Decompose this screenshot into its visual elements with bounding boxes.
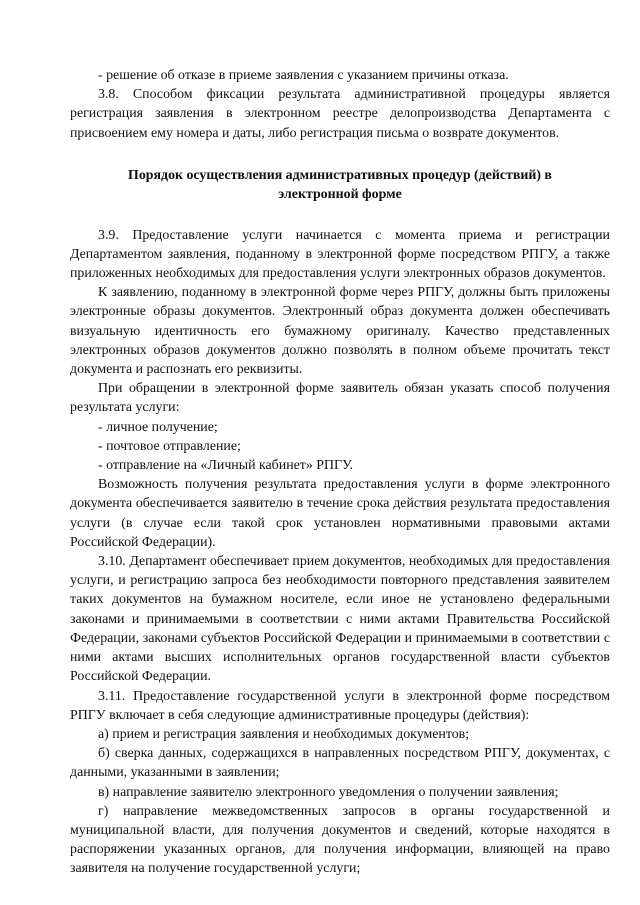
paragraph-3-9: 3.9. Предоставление услуги начинается с момента приема и регистрации Департаментом заявления, поданному в электронной форме посредством РПГУ, а также приложенных необходимых для предоставления услуги электронных образов документов. xyxy=(70,227,610,282)
section-heading xyxy=(70,166,610,205)
paragraph-electronic-images: К заявлению, поданному в электронной форме через РПГУ, должны быть приложены электронные образы документов. Электронный образ документа должен обеспечивать визуальную идентичность его бумажному оригиналу. Качество представленных электронных образов документов должно позволять в полном объеме прочитать текст документа и распознать его реквизиты. xyxy=(70,285,610,378)
list-item-a: а) прием и регистрация заявления и необходимых документов; xyxy=(98,726,470,742)
paragraph-3-10: 3.10. Департамент обеспечивает прием документов, необходимых для предоставления услуги, и регистрацию запроса без необходимости повторного представления заявителем таких документов на бумажном носителе, если иное не установлено федеральными законами и принимаемыми в соответствии с ними актами Правительства Российской Федерации, законами субъектов Российской Федерации и принимаемыми в соответствии с ними актами высших исполнительных органов государственной власти субъектов Российской Федерации. xyxy=(70,554,610,685)
list-item-postal: - почтовое отправление; xyxy=(98,438,241,454)
list-item-g: г) направление межведомственных запросов в органы государственной и муниципальной власти, для получения документов и сведений, которые находятся в распоряжении указанных органов, для получения информации, влияющей на право заявителя на получение государственной услуги; xyxy=(70,803,610,877)
paragraph-3-8: 3.8. Способом фиксации результата административной процедуры является регистрация заявления в электронном реестре делопроизводства Департамента с присвоением ему номера и даты, либо регистрация письма о возврате документов. xyxy=(70,87,610,141)
section-heading-line-2: электронной форме xyxy=(278,187,402,203)
paragraph-electronic-result: Возможность получения результата предоставления услуги в форме электронного документа обеспечивается заявителю в течение срока действия результата предоставления услуги (в случае если такой срок установлен нормативными правовыми актами Российской Федерации). xyxy=(70,477,610,550)
paragraph-refusal-decision: - решение об отказе в приеме заявления с указанием причины отказа. xyxy=(98,68,509,83)
section-heading-line-1: Порядок осуществления административных процедур (действий) в xyxy=(128,167,552,183)
list-item-v: в) направление заявителю электронного уведомления о получении заявления; xyxy=(98,784,559,800)
list-item-personal: - личное получение; xyxy=(98,419,218,435)
list-item-cabinet: - отправление на «Личный кабинет» РПГУ. xyxy=(98,458,354,474)
paragraph-result-method: При обращении в электронной форме заявитель обязан указать способ получения результата услуги: xyxy=(70,381,610,416)
paragraph-3-11: 3.11. Предоставление государственной услуги в электронной форме посредством РПГУ включает в себя следующие административные процедуры (действия): xyxy=(70,688,610,723)
document-page xyxy=(70,66,610,879)
list-item-b: б) сверка данных, содержащихся в направленных посредством РПГУ, документах, с данными, указанными в заявлении; xyxy=(70,746,610,781)
